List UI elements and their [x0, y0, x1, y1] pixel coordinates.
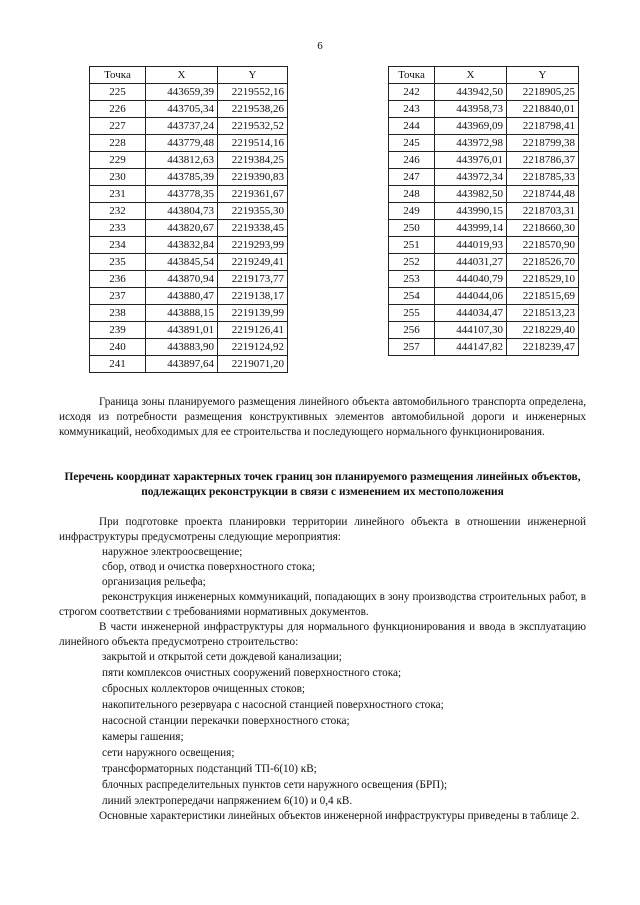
- table-row: [389, 288, 579, 305]
- x-cell: 443976,01: [435, 152, 507, 169]
- header-point: Точка: [90, 67, 146, 84]
- table-row: [389, 203, 579, 220]
- y-cell: 2219126,41: [218, 322, 288, 339]
- y-cell: 2218660,30: [507, 220, 579, 237]
- point-cell: 230: [90, 169, 146, 186]
- point-cell: 239: [90, 322, 146, 339]
- point-cell: 249: [389, 203, 435, 220]
- table-row: [90, 220, 288, 237]
- y-cell: 2219173,77: [218, 271, 288, 288]
- construction-item: блочных распределительных пунктов сети наружного освещения (БРП);: [102, 779, 448, 791]
- x-cell: 443891,01: [146, 322, 218, 339]
- point-cell: 238: [90, 305, 146, 322]
- table-row: [90, 118, 288, 135]
- y-cell: 2219384,25: [218, 152, 288, 169]
- table-row: [389, 169, 579, 186]
- coordinates-table-left: [89, 66, 288, 373]
- point-cell: 247: [389, 169, 435, 186]
- section-heading: Перечень координат характерных точек границ зон планируемого размещения линейных объектов, подлежащих реконструкции в связи с изменением их местоположения: [64, 471, 581, 498]
- y-cell: 2218570,90: [507, 237, 579, 254]
- table-row: [389, 339, 579, 356]
- x-cell: 443705,34: [146, 101, 218, 118]
- x-cell: 443778,35: [146, 186, 218, 203]
- table-row: [90, 254, 288, 271]
- y-cell: 2218799,38: [507, 135, 579, 152]
- x-cell: 443812,63: [146, 152, 218, 169]
- table-row: [90, 169, 288, 186]
- table-row: [389, 254, 579, 271]
- point-cell: 244: [389, 118, 435, 135]
- table-header-row: [90, 67, 288, 84]
- closing-paragraph: Основные характеристики линейных объектов инженерной инфраструктуры приведены в таблице 2.: [99, 810, 580, 822]
- x-cell: 443942,50: [435, 84, 507, 101]
- construction-item: пяти комплексов очистных сооружений поверхностного стока;: [102, 667, 402, 679]
- point-cell: 235: [90, 254, 146, 271]
- point-cell: 253: [389, 271, 435, 288]
- x-cell: 444147,82: [435, 339, 507, 356]
- point-cell: 245: [389, 135, 435, 152]
- point-cell: 226: [90, 101, 146, 118]
- construction-item: закрытой и открытой сети дождевой канализации;: [102, 651, 342, 663]
- y-cell: 2219532,52: [218, 118, 288, 135]
- point-cell: 236: [90, 271, 146, 288]
- construction-item: камеры гашения;: [102, 731, 184, 743]
- table-row: [389, 118, 579, 135]
- x-cell: 443845,54: [146, 254, 218, 271]
- table-row: [389, 186, 579, 203]
- construction-item: трансформаторных подстанций ТП-6(10) кВ;: [102, 763, 317, 775]
- point-cell: 246: [389, 152, 435, 169]
- y-cell: 2219390,83: [218, 169, 288, 186]
- table-row: [90, 322, 288, 339]
- y-cell: 2218840,01: [507, 101, 579, 118]
- table-header-row: [389, 67, 579, 84]
- table-row: [389, 237, 579, 254]
- table-row: [90, 101, 288, 118]
- y-cell: 2219124,92: [218, 339, 288, 356]
- header-x: X: [146, 67, 218, 84]
- construction-item: насосной станции перекачки поверхностного стока;: [102, 715, 350, 727]
- y-cell: 2219361,67: [218, 186, 288, 203]
- table-row: [389, 135, 579, 152]
- table-row: [389, 220, 579, 237]
- y-cell: 2218798,41: [507, 118, 579, 135]
- x-cell: 443888,15: [146, 305, 218, 322]
- x-cell: 444040,79: [435, 271, 507, 288]
- table-row: [90, 84, 288, 101]
- x-cell: 443737,24: [146, 118, 218, 135]
- x-cell: 443999,14: [435, 220, 507, 237]
- table-row: [90, 203, 288, 220]
- reconstruction-paragraph: реконструкция инженерных коммуникаций, попадающих в зону производства строительных работ, в строгом соответствии с требованиями нормативных документов.: [59, 591, 586, 618]
- point-cell: 243: [389, 101, 435, 118]
- point-cell: 225: [90, 84, 146, 101]
- table-row: [90, 186, 288, 203]
- construction-item: сбросных коллекторов очищенных стоков;: [102, 683, 305, 695]
- header-point: Точка: [389, 67, 435, 84]
- y-cell: 2219249,41: [218, 254, 288, 271]
- header-x: X: [435, 67, 507, 84]
- x-cell: 443969,09: [435, 118, 507, 135]
- table-row: [389, 101, 579, 118]
- x-cell: 443804,73: [146, 203, 218, 220]
- point-cell: 248: [389, 186, 435, 203]
- y-cell: 2219138,17: [218, 288, 288, 305]
- table-row: [90, 339, 288, 356]
- y-cell: 2219071,20: [218, 356, 288, 373]
- construction-item: сети наружного освещения;: [102, 747, 235, 759]
- x-cell: 443779,48: [146, 135, 218, 152]
- measure-item: организация рельефа;: [102, 576, 206, 588]
- y-cell: 2218744,48: [507, 186, 579, 203]
- point-cell: 250: [389, 220, 435, 237]
- x-cell: 444031,27: [435, 254, 507, 271]
- point-cell: 228: [90, 135, 146, 152]
- intro-paragraph: При подготовке проекта планировки территории линейного объекта в отношении инженерной инфраструктуры предусмотрены следующие мероприятия:: [59, 516, 586, 543]
- x-cell: 444107,30: [435, 322, 507, 339]
- table-row: [389, 84, 579, 101]
- point-cell: 256: [389, 322, 435, 339]
- y-cell: 2219355,30: [218, 203, 288, 220]
- table-row: [90, 135, 288, 152]
- y-cell: 2218229,40: [507, 322, 579, 339]
- page-number: 6: [317, 40, 323, 52]
- point-cell: 255: [389, 305, 435, 322]
- point-cell: 229: [90, 152, 146, 169]
- point-cell: 237: [90, 288, 146, 305]
- x-cell: 444019,93: [435, 237, 507, 254]
- y-cell: 2218239,47: [507, 339, 579, 356]
- y-cell: 2219538,26: [218, 101, 288, 118]
- y-cell: 2218529,10: [507, 271, 579, 288]
- engineering-paragraph: В части инженерной инфраструктуры для нормального функционирования и ввода в эксплуатацию линейного объекта предусмотрено строительство:: [59, 621, 586, 648]
- x-cell: 443990,15: [435, 203, 507, 220]
- x-cell: 443659,39: [146, 84, 218, 101]
- x-cell: 443832,84: [146, 237, 218, 254]
- x-cell: 443785,39: [146, 169, 218, 186]
- header-y: Y: [507, 67, 579, 84]
- x-cell: 443897,64: [146, 356, 218, 373]
- point-cell: 241: [90, 356, 146, 373]
- table-row: [389, 322, 579, 339]
- x-cell: 443972,34: [435, 169, 507, 186]
- y-cell: 2219552,16: [218, 84, 288, 101]
- point-cell: 251: [389, 237, 435, 254]
- table-row: [90, 288, 288, 305]
- x-cell: 443958,73: [435, 101, 507, 118]
- point-cell: 257: [389, 339, 435, 356]
- table-row: [90, 305, 288, 322]
- point-cell: 233: [90, 220, 146, 237]
- point-cell: 240: [90, 339, 146, 356]
- point-cell: 227: [90, 118, 146, 135]
- coordinates-table-right: [388, 66, 579, 356]
- x-cell: 444034,47: [435, 305, 507, 322]
- y-cell: 2219338,45: [218, 220, 288, 237]
- point-cell: 254: [389, 288, 435, 305]
- y-cell: 2218526,70: [507, 254, 579, 271]
- table-row: [389, 305, 579, 322]
- table-row: [389, 271, 579, 288]
- point-cell: 234: [90, 237, 146, 254]
- x-cell: 443883,90: [146, 339, 218, 356]
- x-cell: 443972,98: [435, 135, 507, 152]
- y-cell: 2218786,37: [507, 152, 579, 169]
- measure-item: наружное электроосвещение;: [102, 546, 243, 558]
- table-row: [90, 356, 288, 373]
- construction-item: линий электропередачи напряжением 6(10) и 0,4 кВ.: [102, 795, 353, 807]
- y-cell: 2218703,31: [507, 203, 579, 220]
- y-cell: 2218513,23: [507, 305, 579, 322]
- x-cell: 443880,47: [146, 288, 218, 305]
- y-cell: 2219293,99: [218, 237, 288, 254]
- point-cell: 242: [389, 84, 435, 101]
- table-row: [90, 237, 288, 254]
- x-cell: 443820,67: [146, 220, 218, 237]
- y-cell: 2218515,69: [507, 288, 579, 305]
- point-cell: 252: [389, 254, 435, 271]
- y-cell: 2219139,99: [218, 305, 288, 322]
- construction-item: накопительного резервуара с насосной станцией поверхностного стока;: [102, 699, 444, 711]
- boundary-paragraph: Граница зоны планируемого размещения линейного объекта автомобильного транспорта определена, исходя из потребности размещения конструктивных элементов автомобильной дороги и инженерных коммуникаций, необходимых для ее строительства и последующего нормального функционирования.: [59, 396, 586, 438]
- header-y: Y: [218, 67, 288, 84]
- x-cell: 443982,50: [435, 186, 507, 203]
- table-row: [90, 152, 288, 169]
- table-row: [90, 271, 288, 288]
- y-cell: 2218905,25: [507, 84, 579, 101]
- measure-item: сбор, отвод и очистка поверхностного стока;: [102, 561, 316, 573]
- x-cell: 444044,06: [435, 288, 507, 305]
- point-cell: 231: [90, 186, 146, 203]
- y-cell: 2218785,33: [507, 169, 579, 186]
- table-row: [389, 152, 579, 169]
- point-cell: 232: [90, 203, 146, 220]
- y-cell: 2219514,16: [218, 135, 288, 152]
- x-cell: 443870,94: [146, 271, 218, 288]
